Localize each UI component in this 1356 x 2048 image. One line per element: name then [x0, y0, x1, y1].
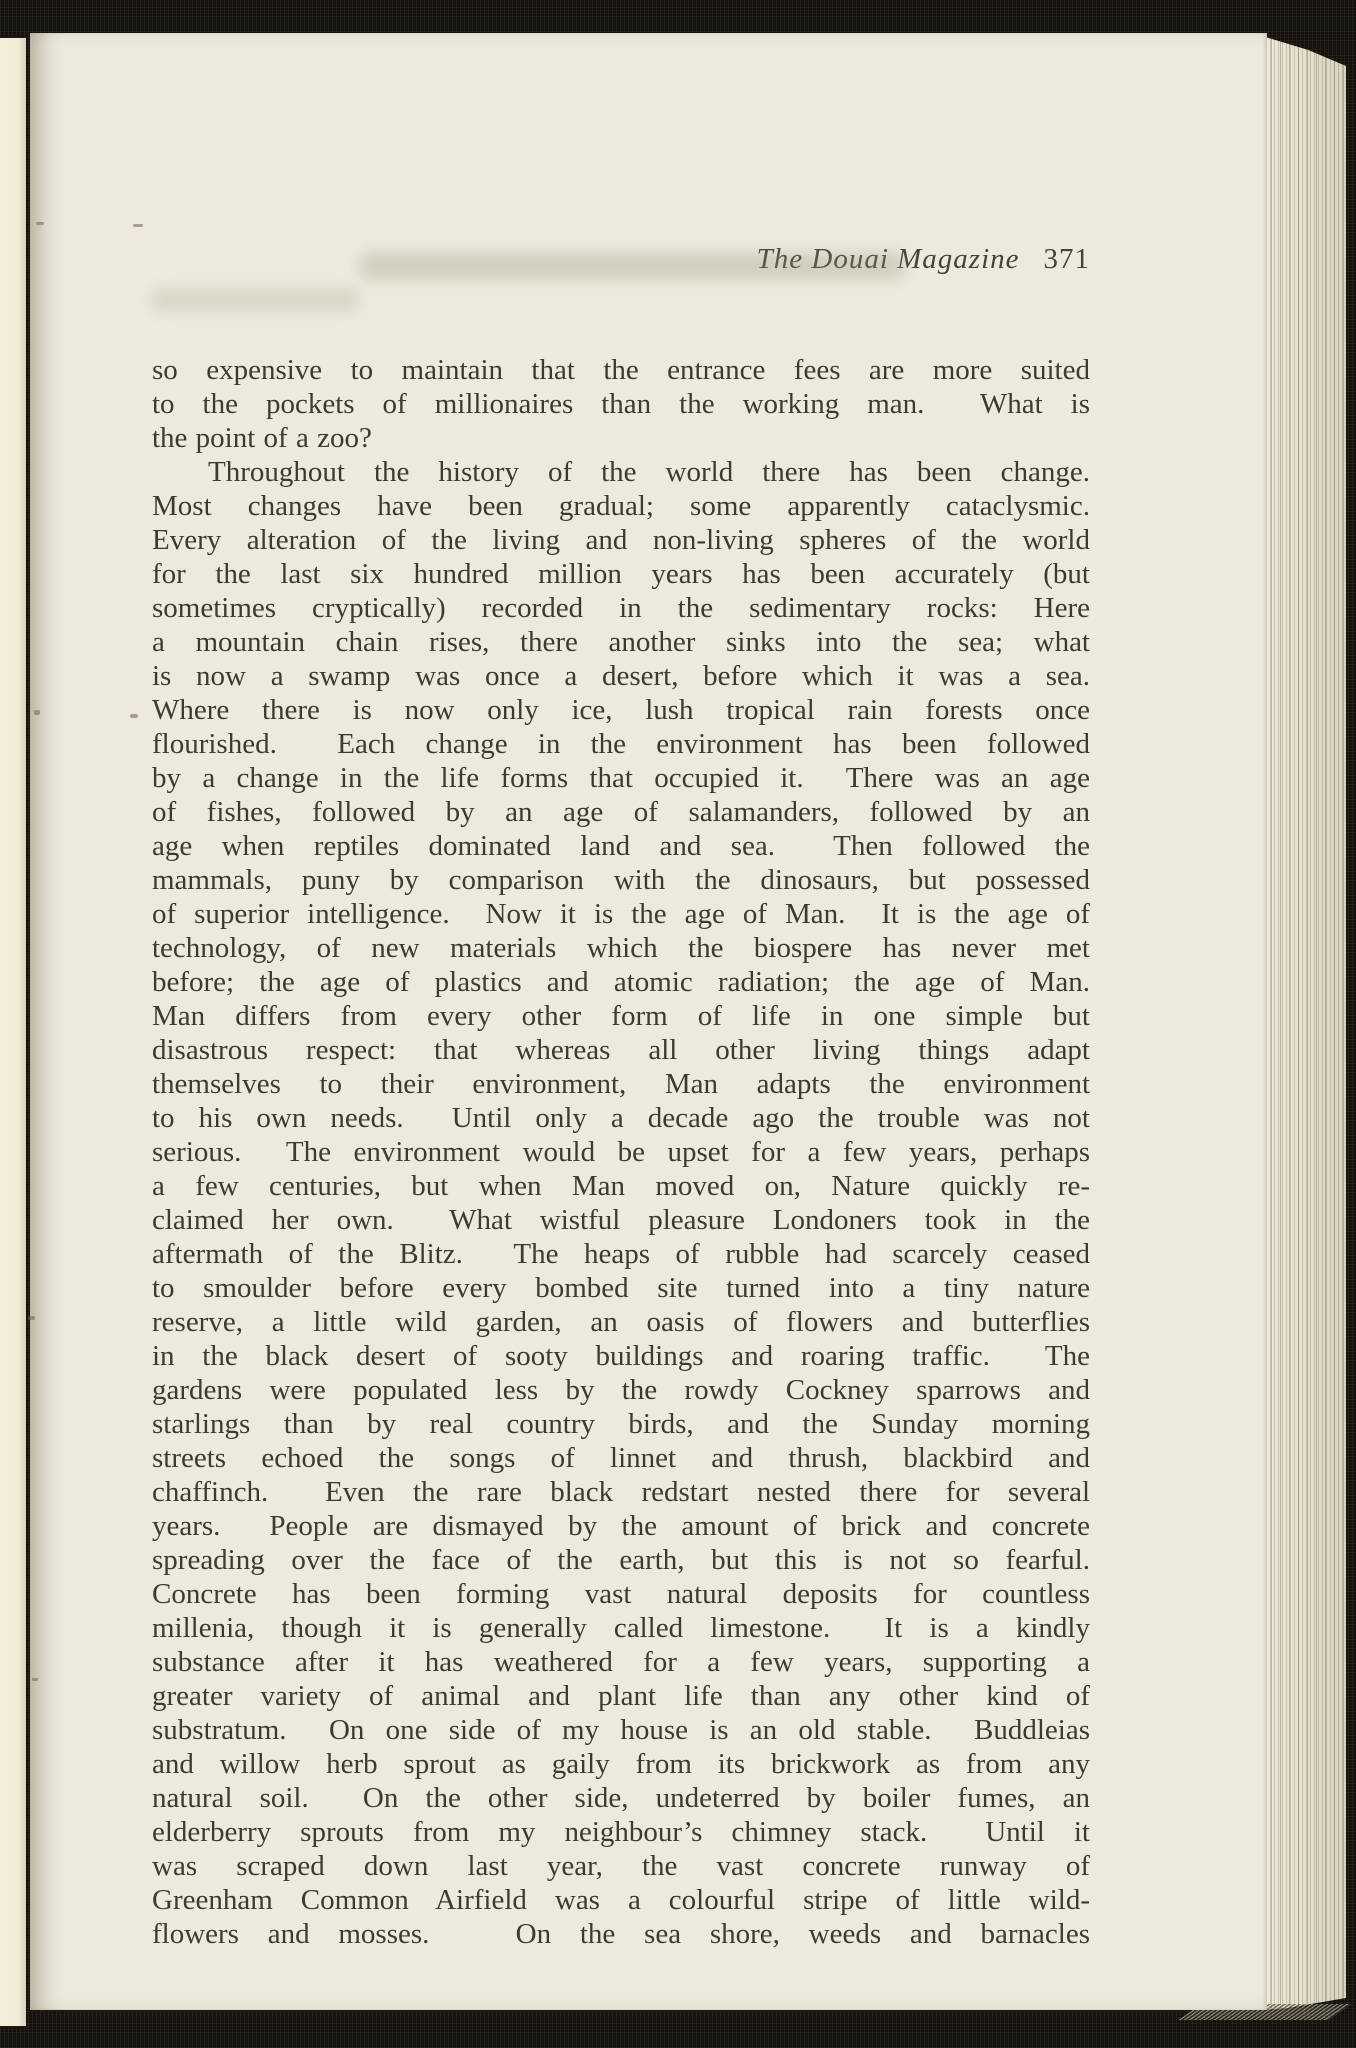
text-line: a few centuries, but when Man moved on, Nature quickly re-: [152, 1170, 1090, 1202]
text-line: is now a swamp was once a desert, before which it was a sea.: [152, 660, 1090, 692]
text-line: disastrous respect: that whereas all other living things adapt: [152, 1034, 1090, 1066]
speck: [130, 714, 138, 718]
text-line: so expensive to maintain that the entrance fees are more suited: [152, 354, 1090, 386]
text-line: to smoulder before every bombed site turned into a tiny nature: [152, 1272, 1090, 1304]
text-line: by a change in the life forms that occupied it. There was an age: [152, 762, 1090, 794]
facing-page-sliver: [0, 38, 26, 2026]
text-line: Concrete has been forming vast natural deposits for countless: [152, 1578, 1090, 1610]
text-line: of superior intelligence. Now it is the age of Man. It is the age of: [152, 898, 1090, 930]
text-line: chaffinch. Even the rare black redstart nested there for several: [152, 1476, 1090, 1508]
text-line: themselves to their environment, Man adapts the environment: [152, 1068, 1090, 1100]
text-line: flowers and mosses. On the sea shore, weeds and barnacles: [152, 1918, 1090, 1950]
text-line: sometimes cryptically) recorded in the sedimentary rocks: Here: [152, 592, 1090, 624]
text-line: millenia, though it is generally called limestone. It is a kindly: [152, 1612, 1090, 1644]
magazine-title: The Douai Magazine: [756, 243, 1020, 275]
speck: [34, 710, 40, 715]
speck: [28, 1316, 35, 1320]
text-line: gardens were populated less by the rowdy Cockney sparrows and: [152, 1374, 1090, 1406]
text-line: flourished. Each change in the environment has been followed: [152, 728, 1090, 760]
text-line: to his own needs. Until only a decade ago the trouble was not: [152, 1102, 1090, 1134]
text-line: to the pockets of millionaires than the working man. What is: [152, 388, 1090, 420]
text-line: aftermath of the Blitz. The heaps of rubble had scarcely ceased: [152, 1238, 1090, 1270]
text-line: Every alteration of the living and non-living spheres of the world: [152, 524, 1090, 556]
text-line: spreading over the face of the earth, but this is not so fearful.: [152, 1544, 1090, 1576]
text-line: years. People are dismayed by the amount of brick and concrete: [152, 1510, 1090, 1542]
speck: [36, 222, 44, 225]
text-line: in the black desert of sooty buildings and roaring traffic. The: [152, 1340, 1090, 1372]
text-line: Where there is now only ice, lush tropical rain forests once: [152, 694, 1090, 726]
text-line: greater variety of animal and plant life than any other kind of: [152, 1680, 1090, 1712]
text-line: Throughout the history of the world there has been change.: [208, 456, 1090, 488]
page-number: 371: [1043, 243, 1090, 275]
text-line: claimed her own. What wistful pleasure Londoners took in the: [152, 1204, 1090, 1236]
text-line: Man differs from every other form of life in one simple but: [152, 1000, 1090, 1032]
text-line: substratum. On one side of my house is an old stable. Buddleias: [152, 1714, 1090, 1746]
page-edge-stack: [1262, 36, 1346, 2010]
text-line: starlings than by real country birds, and the Sunday morning: [152, 1408, 1090, 1440]
magazine-page: [30, 33, 1267, 2010]
text-line: natural soil. On the other side, undeterred by boiler fumes, an: [152, 1782, 1090, 1814]
text-line: substance after it has weathered for a few years, supporting a: [152, 1646, 1090, 1678]
text-line: mammals, puny by comparison with the dinosaurs, but possessed: [152, 864, 1090, 896]
text-line: elderberry sprouts from my neighbour’s chimney stack. Until it: [152, 1816, 1090, 1848]
text-line: reserve, a little wild garden, an oasis of flowers and butterflies: [152, 1306, 1090, 1338]
text-line: streets echoed the songs of linnet and thrush, blackbird and: [152, 1442, 1090, 1474]
text-line: Greenham Common Airfield was a colourful stripe of little wild-: [152, 1884, 1090, 1916]
speck: [32, 1678, 38, 1681]
text-line: before; the age of plastics and atomic radiation; the age of Man.: [152, 966, 1090, 998]
text-line: Most changes have been gradual; some apparently cataclysmic.: [152, 490, 1090, 522]
text-line: for the last six hundred million years has been accurately (but: [152, 558, 1090, 590]
text-line: was scraped down last year, the vast concrete runway of: [152, 1850, 1090, 1882]
text-line: technology, of new materials which the biospere has never met: [152, 932, 1090, 964]
text-line: serious. The environment would be upset for a few years, perhaps: [152, 1136, 1090, 1168]
text-line: age when reptiles dominated land and sea. Then followed the: [152, 830, 1090, 862]
text-line: the point of a zoo?: [152, 422, 372, 454]
text-line: and willow herb sprout as gaily from its brickwork as from any: [152, 1748, 1090, 1780]
body-text: [152, 353, 1090, 1951]
speck: [133, 224, 143, 227]
text-line: of fishes, followed by an age of salamanders, followed by an: [152, 796, 1090, 828]
text-line: a mountain chain rises, there another sinks into the sea; what: [152, 626, 1090, 658]
show-through-smudge: [360, 252, 905, 280]
show-through-smudge: [150, 288, 360, 312]
